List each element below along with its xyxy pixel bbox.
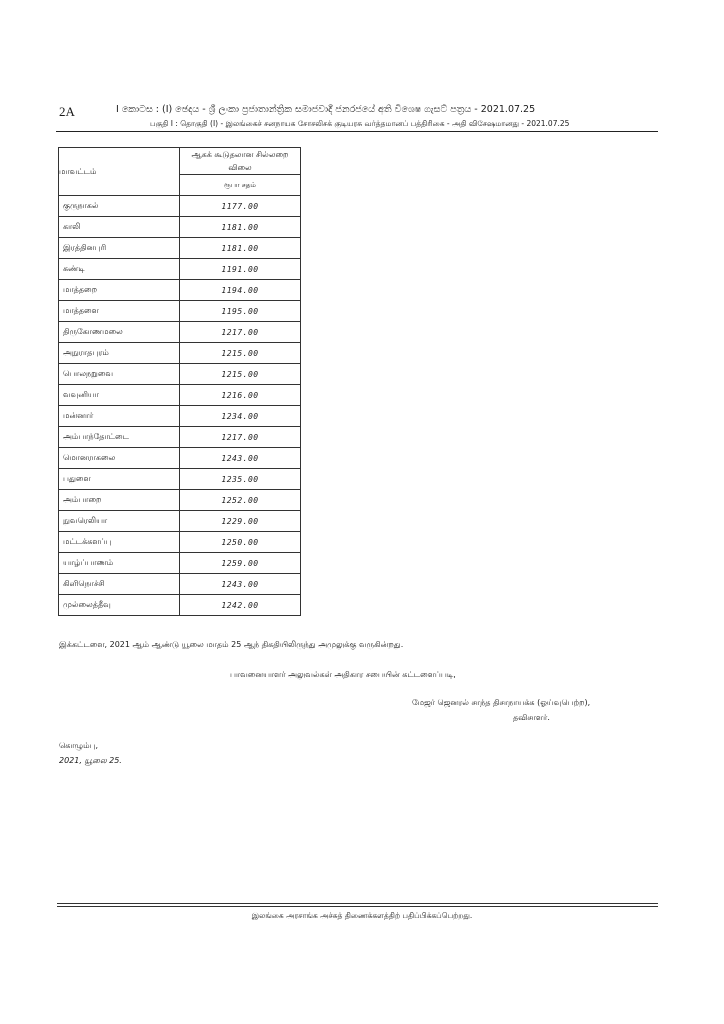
footer-rule <box>57 906 658 907</box>
price-cell: 1217.00 <box>180 427 301 448</box>
price-cell: 1235.00 <box>180 469 301 490</box>
table-row <box>59 553 301 574</box>
table-row <box>59 196 301 217</box>
district-cell: அம்பாந்தோட்டை <box>59 427 180 448</box>
district-cell: மாத்தளை <box>59 301 180 322</box>
table-row <box>59 385 301 406</box>
price-cell: 1215.00 <box>180 343 301 364</box>
footer-rule <box>57 903 658 904</box>
price-cell: 1243.00 <box>180 574 301 595</box>
table-row <box>59 532 301 553</box>
column-header-unit: ரூபா சதம் <box>180 175 301 196</box>
district-cell: அநுராதபுரம் <box>59 343 180 364</box>
district-cell: குருநாகல் <box>59 196 180 217</box>
price-cell: 1259.00 <box>180 553 301 574</box>
table-row <box>59 343 301 364</box>
printer-footer: இலங்கை அரசாங்க அச்சுத் திணைக்களத்திற் பதிப்பிக்கப்பெற்றது. <box>251 911 473 920</box>
signatory-name: மேஜர் ஜெனரல் சாந்த திசாநாயக்க (ஓய்வுபெற்ற), <box>412 698 591 707</box>
table-row <box>59 595 301 616</box>
table-row <box>59 259 301 280</box>
table-row <box>59 406 301 427</box>
price-cell: 1216.00 <box>180 385 301 406</box>
table-row <box>59 301 301 322</box>
price-cell: 1242.00 <box>180 595 301 616</box>
table-row <box>59 574 301 595</box>
district-cell: காலி <box>59 217 180 238</box>
price-cell: 1181.00 <box>180 217 301 238</box>
date: 2021, யூலை 25. <box>59 756 122 765</box>
price-cell: 1250.00 <box>180 532 301 553</box>
price-cell: 1195.00 <box>180 301 301 322</box>
header-rule <box>56 131 658 132</box>
table-row <box>59 469 301 490</box>
column-header-price: ஆகக் கூடுதலான சில்லறை விலை <box>180 148 301 175</box>
table-row <box>59 217 301 238</box>
signatory-title: தவிசாளர். <box>513 713 550 722</box>
district-cell: முல்லைத்தீவு <box>59 595 180 616</box>
district-cell: மொனராகலை <box>59 448 180 469</box>
district-cell: மாத்தறை <box>59 280 180 301</box>
effective-date-note: இக்கட்டளை, 2021 ஆம் ஆண்டு யூலை மாதம் 25 ஆந் திகதியிலிருந்து அமுலுக்கு வருகின்றது. <box>59 640 404 649</box>
table-row <box>59 364 301 385</box>
price-cell: 1234.00 <box>180 406 301 427</box>
page-number: 2A <box>59 104 75 119</box>
price-cell: 1217.00 <box>180 322 301 343</box>
price-table <box>58 147 301 616</box>
table-row <box>59 448 301 469</box>
gazette-header-tamil: பகுதி I : தொகுதி (I) - இலங்கைச் சனநாயக சோசலிசக் குடியரசு வர்த்தமானப் பத்திரிகை - அதி விசேஷமானது - 2021.07.25 <box>150 119 570 128</box>
table-row <box>59 427 301 448</box>
district-cell: கண்டி <box>59 259 180 280</box>
district-cell: கிளிநொச்சி <box>59 574 180 595</box>
table-row <box>59 490 301 511</box>
district-cell: பொலநறுவை <box>59 364 180 385</box>
place: கொழும்பு, <box>59 741 99 750</box>
district-cell: நுவரெலியா <box>59 511 180 532</box>
price-cell: 1194.00 <box>180 280 301 301</box>
price-cell: 1229.00 <box>180 511 301 532</box>
table-row <box>59 280 301 301</box>
column-header-district: மாவட்டம் <box>59 148 180 196</box>
district-cell: பதுளை <box>59 469 180 490</box>
price-cell: 1191.00 <box>180 259 301 280</box>
district-cell: மன்னார் <box>59 406 180 427</box>
district-cell: யாழ்ப்பாணம் <box>59 553 180 574</box>
authority-order-line: பாவனையாளர் அலுவல்கள் அதிகார சபையின் கட்டளைப்படி, <box>230 670 456 679</box>
table-row <box>59 238 301 259</box>
table-row <box>59 511 301 532</box>
district-cell: திருகோணமலை <box>59 322 180 343</box>
table-header-row <box>59 148 301 175</box>
district-cell: அம்பாறை <box>59 490 180 511</box>
price-cell: 1252.00 <box>180 490 301 511</box>
price-cell: 1215.00 <box>180 364 301 385</box>
table-row <box>59 322 301 343</box>
district-cell: இரத்தினபுரி <box>59 238 180 259</box>
gazette-header-sinhala: I කොටස : (I) ඡෙදය - ශ්‍රී ලංකා ප්‍රජාතාන්ත්‍රික සමාජවාදී ජනරජයේ අති විශෙෂ ගැසට් පත්‍රය - 2021.07.25 <box>116 104 536 115</box>
price-cell: 1177.00 <box>180 196 301 217</box>
district-cell: வவுனியா <box>59 385 180 406</box>
price-cell: 1181.00 <box>180 238 301 259</box>
district-cell: மட்டக்களப்பு <box>59 532 180 553</box>
price-cell: 1243.00 <box>180 448 301 469</box>
